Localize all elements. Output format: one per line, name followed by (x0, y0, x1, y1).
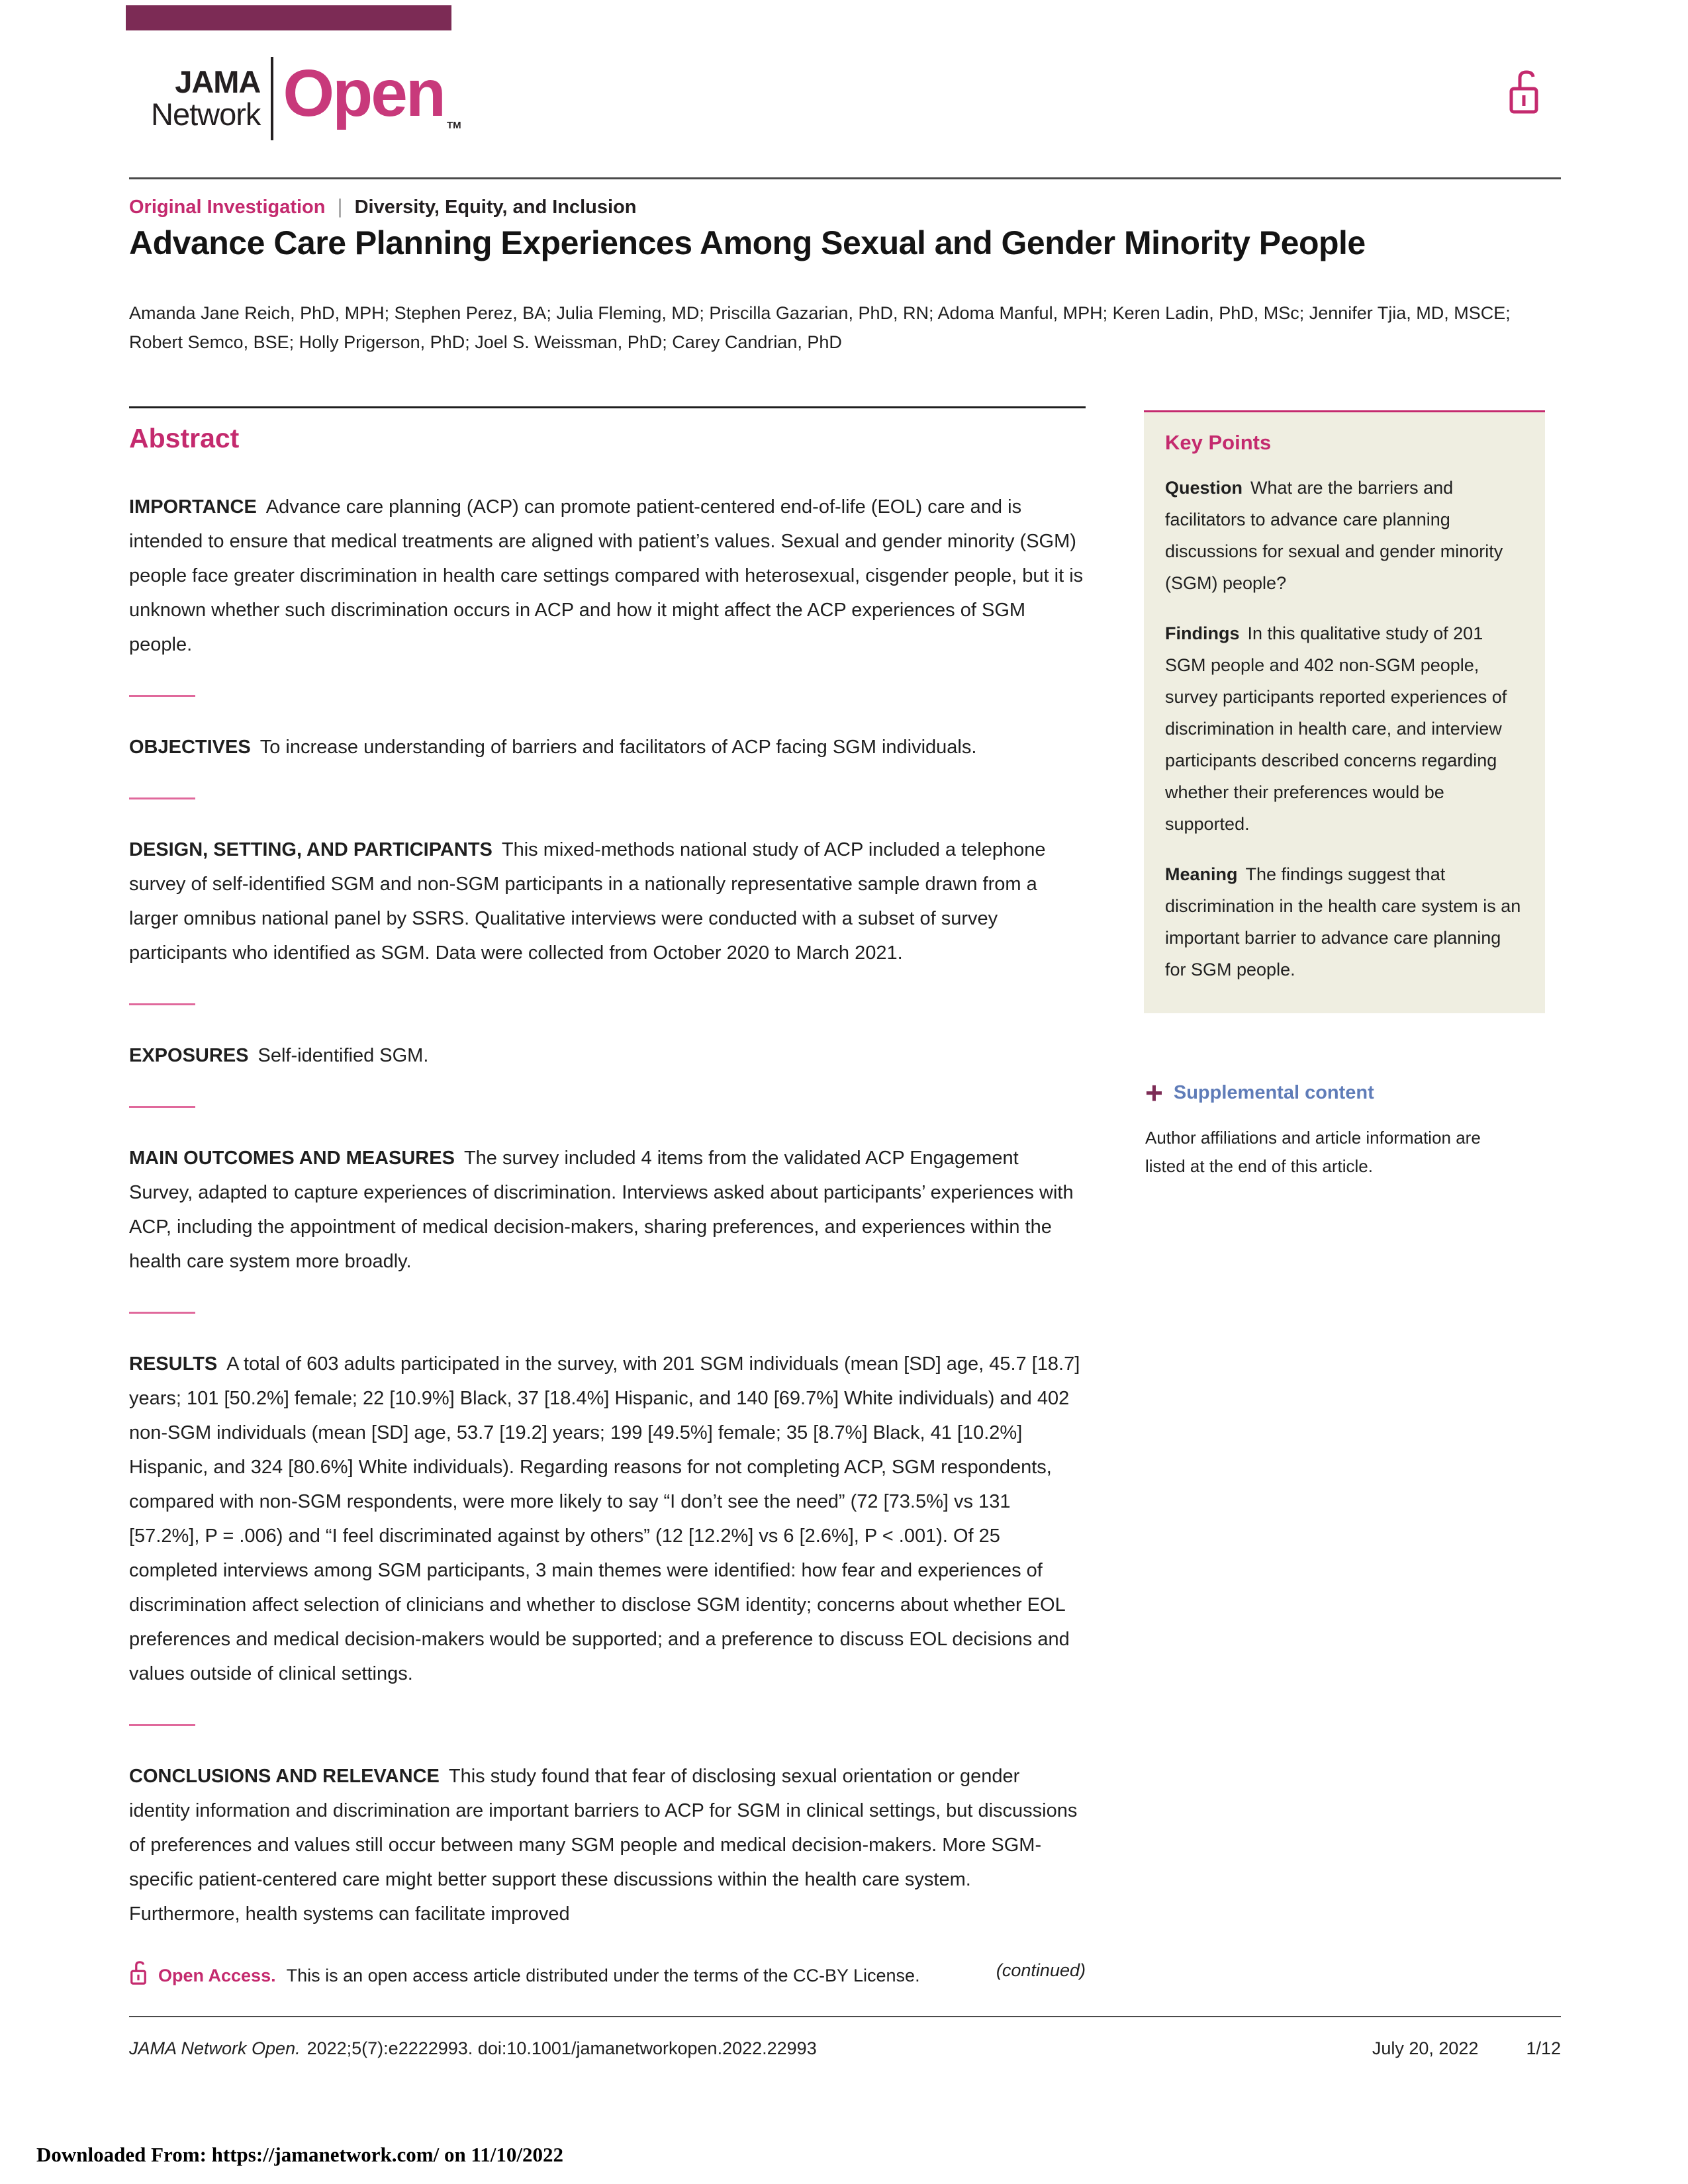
key-points-panel (1144, 410, 1545, 1013)
abstract-section-label: OBJECTIVES (129, 737, 251, 758)
article-kicker (129, 195, 637, 218)
abstract-section-conclusions (129, 1759, 1086, 1931)
abstract-section-text: Advance care planning (ACP) can promote patient-centered end-of-life (EOL) care and is intended to ensure that medical treatments are aligned with patient’s values. Sexual and gender minority (SGM) people face greater discrimination in health care settings compared with heterosexual, cisgender people, but it is unknown whether such discrimination occurs in ACP and how it might affect the ACP experiences of SGM people. (129, 496, 1084, 655)
key-point-label: Meaning (1165, 864, 1238, 884)
abstract-section-text: A total of 603 adults participated in the survey, with 201 SGM individuals (mean [SD] age, 45.7 [18.7] years; 101 [50.2%] female; 22 [10.9%] Black, 37 [18.4%] Hispanic, and 140 [69.7%] White individuals) and 402 non-SGM individuals (mean [SD] age, 53.7 [19.2] years; 199 [49.5%] female; 35 [8.7%] Black, 41 [10.2%] Hispanic, and 324 [80.6%] White individuals). Regarding reasons for not completing ACP, SGM respondents, compared with non-SGM respondents, were more likely to say “I don’t see the need” (72 [73.5%] vs 131 [57.2%], P = .006) and “I feel discriminated against by others” (12 [12.2%] vs 6 [2.6%], P < .001). Of 25 completed interviews among SGM participants, 3 main themes were identified: how fear and experiences of discrimination affect selection of clinicians and whether to disclose SGM identity; concerns about whether EOL preferences and medical decision-makers would be supported; and a preference to discuss EOL decisions and values outside of clinical settings. (129, 1353, 1080, 1684)
kicker-topic: Diversity, Equity, and Inclusion (354, 197, 637, 218)
citation-details: 2022;5(7):e2222993. doi:10.1001/jamanetworkopen.2022.22993 (306, 2038, 817, 2058)
logo-open-text: Open (283, 56, 444, 130)
citation-journal: JAMA Network Open. (129, 2038, 301, 2058)
abstract-section-text: The survey included 4 items from the validated ACP Engagement Survey, adapted to capture experiences of discrimination. Interviews asked about participants’ experiences with ACP, including the appointment of medical decision-makers, sharing preferences, and experiences within the health care system more broadly. (129, 1148, 1074, 1272)
logo-brand-block (151, 57, 271, 140)
abstract-section-label: IMPORTANCE (129, 496, 257, 518)
key-point-question (1165, 472, 1524, 599)
key-point-label: Findings (1165, 623, 1240, 643)
abstract-top-rule (129, 406, 1086, 408)
open-access-line (129, 1960, 920, 1991)
abstract-section-exposures (129, 1038, 1086, 1073)
abstract-section-label: DESIGN, SETTING, AND PARTICIPANTS (129, 839, 492, 860)
key-point-text: In this qualitative study of 201 SGM people and 402 non-SGM people, survey participants reported experiences of discrimination in health care, and interview participants described concerns regarding whether their preferences would be supported. (1165, 623, 1507, 834)
key-points-heading: Key Points (1165, 431, 1272, 454)
affiliations-note: Author affiliations and article information are listed at the end of this article. (1145, 1128, 1481, 1176)
abstract-section-label: EXPOSURES (129, 1045, 249, 1066)
footer-rule (129, 2016, 1561, 2017)
abstract-section-text: Self-identified SGM. (258, 1045, 429, 1066)
page-footer (129, 2038, 1561, 2059)
abstract-section-text: This study found that fear of disclosing sexual orientation or gender identity information and discrimination are important barriers to ACP for SGM in clinical settings, but discussions of preferences and values still occur between many SGM people and medical decision-makers. More SGM-specific patient-centered care might better support these discussions within the health care system. Furthermore, health systems can facilitate improved (129, 1766, 1078, 1925)
open-access-label: Open Access. (158, 1965, 276, 1985)
abstract-section-text: This mixed-methods national study of ACP included a telephone survey of self-identified SGM and non-SGM participants in a nationally representative sample drawn from a larger omnibus national panel by SSRS. Qualitative interviews were conducted with a subset of survey participants who identified as SGM. Data were collected from October 2020 to March 2021. (129, 839, 1046, 964)
open-access-lock-small-icon (129, 1960, 148, 1991)
open-access-lock-icon (1507, 69, 1541, 120)
section-divider (129, 1312, 195, 1314)
key-point-text: What are the barriers and facilitators to advance care planning discussions for sexual and gender minority (SGM) people? (1165, 478, 1503, 593)
header-rule (129, 177, 1561, 179)
section-divider (129, 695, 195, 697)
article-citation (129, 2038, 817, 2059)
abstract-section-design (129, 833, 1086, 970)
supplemental-content-link[interactable] (1145, 1077, 1374, 1108)
abstract-section-outcomes (129, 1141, 1086, 1279)
logo-trademark: TM (446, 120, 461, 131)
logo-jama-text: JAMA (175, 64, 261, 99)
continued-note: (continued) (996, 1960, 1086, 1980)
downloaded-from-note: Downloaded From: https://jamanetwork.com/ on 11/10/2022 (36, 2143, 563, 2166)
authors-line-1: Amanda Jane Reich, PhD, MPH; Stephen Perez, BA; Julia Fleming, MD; Priscilla Gazarian, PhD, RN; Adoma Manful, MPH; Keren Ladin, PhD, MSc; Jennifer Tjia, MD, MSCE; (129, 303, 1511, 323)
section-divider (129, 1003, 195, 1005)
authors-line-2: Robert Semco, BSE; Holly Prigerson, PhD; Joel S. Weissman, PhD; Carey Candrian, PhD (129, 332, 842, 352)
authors-block (129, 299, 1559, 357)
kicker-category: Original Investigation (129, 197, 326, 218)
section-divider (129, 1106, 195, 1108)
article-title: Advance Care Planning Experiences Among Sexual and Gender Minority People (129, 224, 1366, 261)
footer-right-block (1372, 2038, 1561, 2059)
open-access-text: This is an open access article distributed under the terms of the CC-BY License. (286, 1965, 920, 1985)
kicker-separator: | (337, 195, 343, 218)
plus-icon: + (1145, 1075, 1163, 1110)
key-point-meaning (1165, 858, 1524, 985)
abstract-section-importance (129, 490, 1086, 662)
key-point-label: Question (1165, 478, 1243, 498)
key-point-text: The findings suggest that discrimination in the health care system is an important barrier to advance care planning for SGM people. (1165, 864, 1521, 979)
masthead-top-bar (126, 5, 451, 30)
section-divider (129, 1724, 195, 1726)
abstract-section-results (129, 1347, 1086, 1691)
abstract-section-text: To increase understanding of barriers and facilitators of ACP facing SGM individuals. (259, 737, 977, 758)
page-number: 1/12 (1526, 2038, 1561, 2058)
abstract-column (129, 406, 1086, 1981)
abstract-section-label: CONCLUSIONS AND RELEVANCE (129, 1766, 440, 1787)
logo-network-text: Network (151, 96, 261, 132)
key-point-findings (1165, 617, 1524, 840)
issue-date: July 20, 2022 (1372, 2038, 1479, 2058)
supplemental-content-label: Supplemental content (1173, 1081, 1374, 1103)
abstract-section-label: MAIN OUTCOMES AND MEASURES (129, 1148, 455, 1169)
abstract-heading: Abstract (129, 423, 240, 453)
abstract-section-objectives (129, 730, 1086, 764)
section-divider (129, 797, 195, 799)
abstract-section-label: RESULTS (129, 1353, 218, 1375)
jama-network-open-logo (151, 57, 461, 140)
